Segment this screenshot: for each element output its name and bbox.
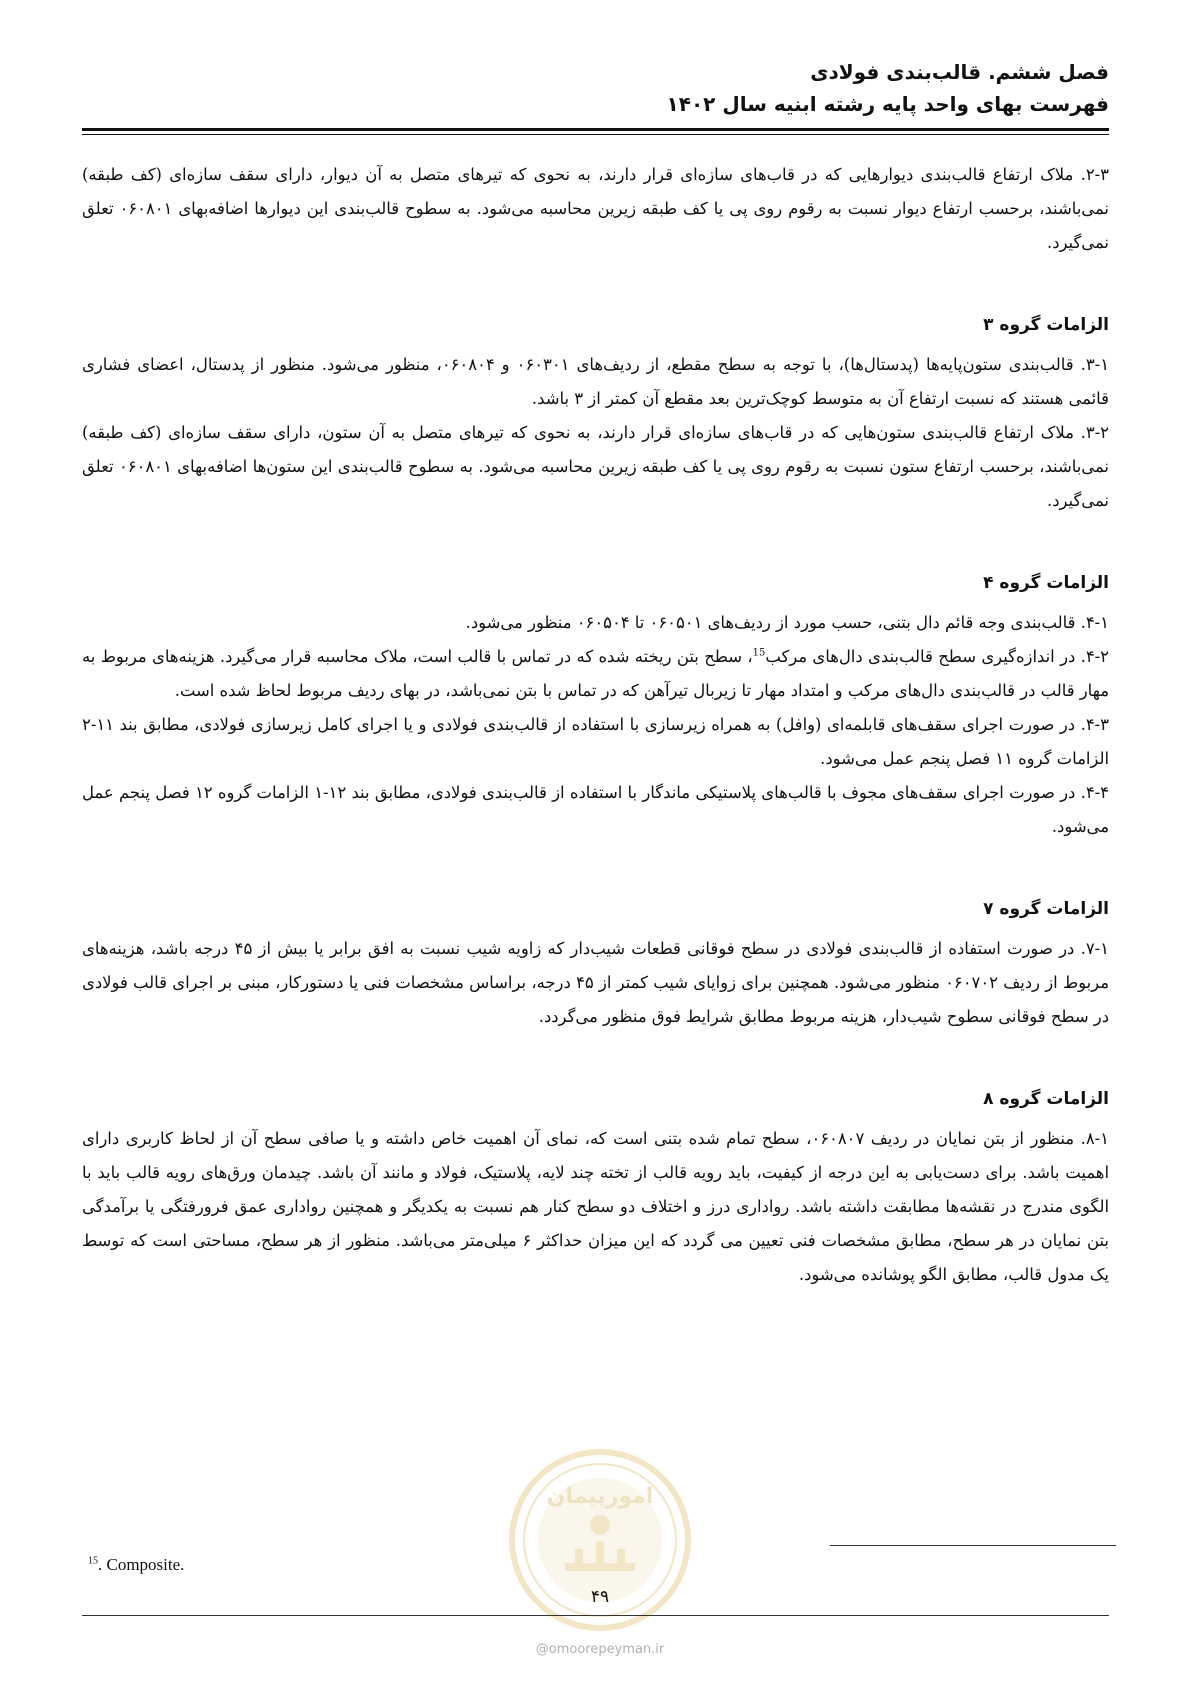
watermark-url: @omoorepeyman.ir xyxy=(535,1642,665,1657)
document-title: فهرست بهای واحد پایه رشته ابنیه سال ۱۴۰۲ xyxy=(666,92,1109,116)
footnote-text: . Composite. xyxy=(98,1555,185,1574)
footnote-ref[interactable]: 15 xyxy=(752,647,766,659)
paragraph-4-2-rest: ، سطح بتن ریخته شده که در تماس با قالب است، ملاک محاسبه قرار می‌گیرد. هزینه‌های مربوط به مهار قالب در قالب‌بندی دال‌های مرکب و امتداد مهار تا زیربال تیرآهن که در تماس با بتن نمی‌باشد، در بهای ردیف مربوط لحاظ شده است. xyxy=(82,647,1109,700)
group-8-heading: الزامات گروه ۸ xyxy=(983,1089,1109,1109)
page-body xyxy=(82,158,1109,1292)
paragraph-2-3: ۲-۳. ملاک ارتفاع قالب‌بندی دیوارهایی که در قاب‌های سازه‌ای قرار دارند، به نحوی که تیرهای متصل به آن دیوار، دارای سقف سازه‌ای (کف طبقه) نمی‌باشند، برحسب ارتفاع دیوار نسبت به رقوم روی پی یا کف طبقه زیرین محاسبه می‌شود. به سطوح قالب‌بندی این دیوارها اضافه‌بهای ۰۶۰۸۰۱ تعلق نمی‌گیرد. xyxy=(82,165,1109,252)
page-header xyxy=(82,56,1109,120)
paragraph-7-1: ۷-۱. در صورت استفاده از قالب‌بندی فولادی در سطح فوقانی قطعات شیب‌دار که زاویه شیب نسبت به افق برابر یا بیش از ۴۵ درجه باشد، هزینه‌های مربوط از ردیف ۰۶۰۷۰۲ منظور می‌شود. همچنین برای زوایای شیب کمتر از ۴۵ درجه، براساس مشخصات فنی یا دستورکار، مبنی بر اجرای قالب فولادی در سطح فوقانی سطوح شیب‌دار، هزینه مربوط مطابق شرایط فوق منظور می‌گردد. xyxy=(82,939,1109,1026)
paragraph-3-2: ۳-۲. ملاک ارتفاع قالب‌بندی ستون‌هایی که در قاب‌های سازه‌ای قرار دارند، به نحوی که تیرهای متصل به آن ستون، دارای سقف سازه‌ای (کف طبقه) نمی‌باشند، برحسب ارتفاع ستون نسبت به رقوم روی پی یا کف طبقه زیرین محاسبه می‌شود. به سطوح قالب‌بندی این ستون‌ها اضافه‌بهای ۰۶۰۸۰۱ تعلق نمی‌گیرد. xyxy=(82,423,1109,510)
group-7-heading: الزامات گروه ۷ xyxy=(983,899,1109,919)
header-rule-thick xyxy=(82,128,1109,131)
paragraph-8-1: ۸-۱. منظور از بتن نمایان در ردیف ۰۶۰۸۰۷، سطح تمام شده بتنی است که، نمای آن اهمیت خاص داشته و یا صافی سطح آن از لحاظ کاربری دارای اهمیت باشد. برای دست‌یابی به این درجه از کیفیت، باید رویه قالب از تخته چند لایه، پلاستیک، فولاد و مانند آن باشد. چیدمان ورق‌های رویه قالب باید با الگوی مندرج در نقشه‌ها مطابقت داشته باشد. رواداری درز و اختلاف دو سطح کنار هم نسبت به یکدیگر و همچنین رواداری عمق فرورفتگی یا برآمدگی بتن نمایان در هر سطح، مطابق مشخصات فنی تعیین می گردد که این میزان حداکثر ۶ میلی‌متر می‌باشد. منظور از هر سطح، مساحتی است که توسط یک مدول قالب، مطابق الگو پوشانده می‌شود. xyxy=(82,1129,1109,1284)
header-rule-thin xyxy=(82,134,1109,135)
footnote-number: 15 xyxy=(88,1555,98,1567)
paragraph-4-3: ۴-۳. در صورت اجرای سقف‌های قابلمه‌ای (وافل) به همراه زیرسازی با استفاده از قالب‌بندی فولادی و یا اجرای کامل زیرسازی فولادی، مطابق بند ۱۱-۲ الزامات گروه ۱۱ فصل پنجم عمل می‌شود. xyxy=(82,715,1109,768)
paragraph-4-2-start: ۴-۲. در اندازه‌گیری سطح قالب‌بندی دال‌های مرکب xyxy=(765,647,1109,666)
watermark-logo-text: امورپیمان xyxy=(546,1484,654,1509)
paragraph-4-2 xyxy=(82,640,1109,708)
page-number: ۴۹ xyxy=(590,1587,610,1607)
group-4-heading: الزامات گروه ۴ xyxy=(983,573,1109,593)
paragraph-4-1: ۴-۱. قالب‌بندی وجه قائم دال بتنی، حسب مورد از ردیف‌های ۰۶۰۵۰۱ تا ۰۶۰۵۰۴ منظور می‌شود. xyxy=(465,613,1109,632)
paragraph-3-1: ۳-۱. قالب‌بندی ستون‌پایه‌ها (پدستال‌ها)، با توجه به سطح مقطع، از ردیف‌های ۰۶۰۳۰۱ و ۰۶۰۸۰۴، منظور می‌شود. منظور از پدستال، اعضای فشاری قائمی هستند که نسبت ارتفاع آن به متوسط کوچک‌ترین بعد مقطع آن کمتر از ۳ باشد. xyxy=(82,355,1110,408)
footer-rule xyxy=(82,1615,1109,1616)
group-3-heading: الزامات گروه ۳ xyxy=(983,315,1109,335)
footnote-rule xyxy=(830,1545,1116,1546)
chapter-title: فصل ششم. قالب‌بندی فولادی xyxy=(810,60,1109,84)
paragraph-4-4: ۴-۴. در صورت اجرای سقف‌های مجوف با قالب‌های پلاستیکی ماندگار با استفاده از قالب‌بندی فولادی، مطابق بند ۱۲-۱ الزامات گروه ۱۲ فصل پنجم عمل می‌شود. xyxy=(82,783,1109,836)
footnote xyxy=(88,1555,184,1575)
